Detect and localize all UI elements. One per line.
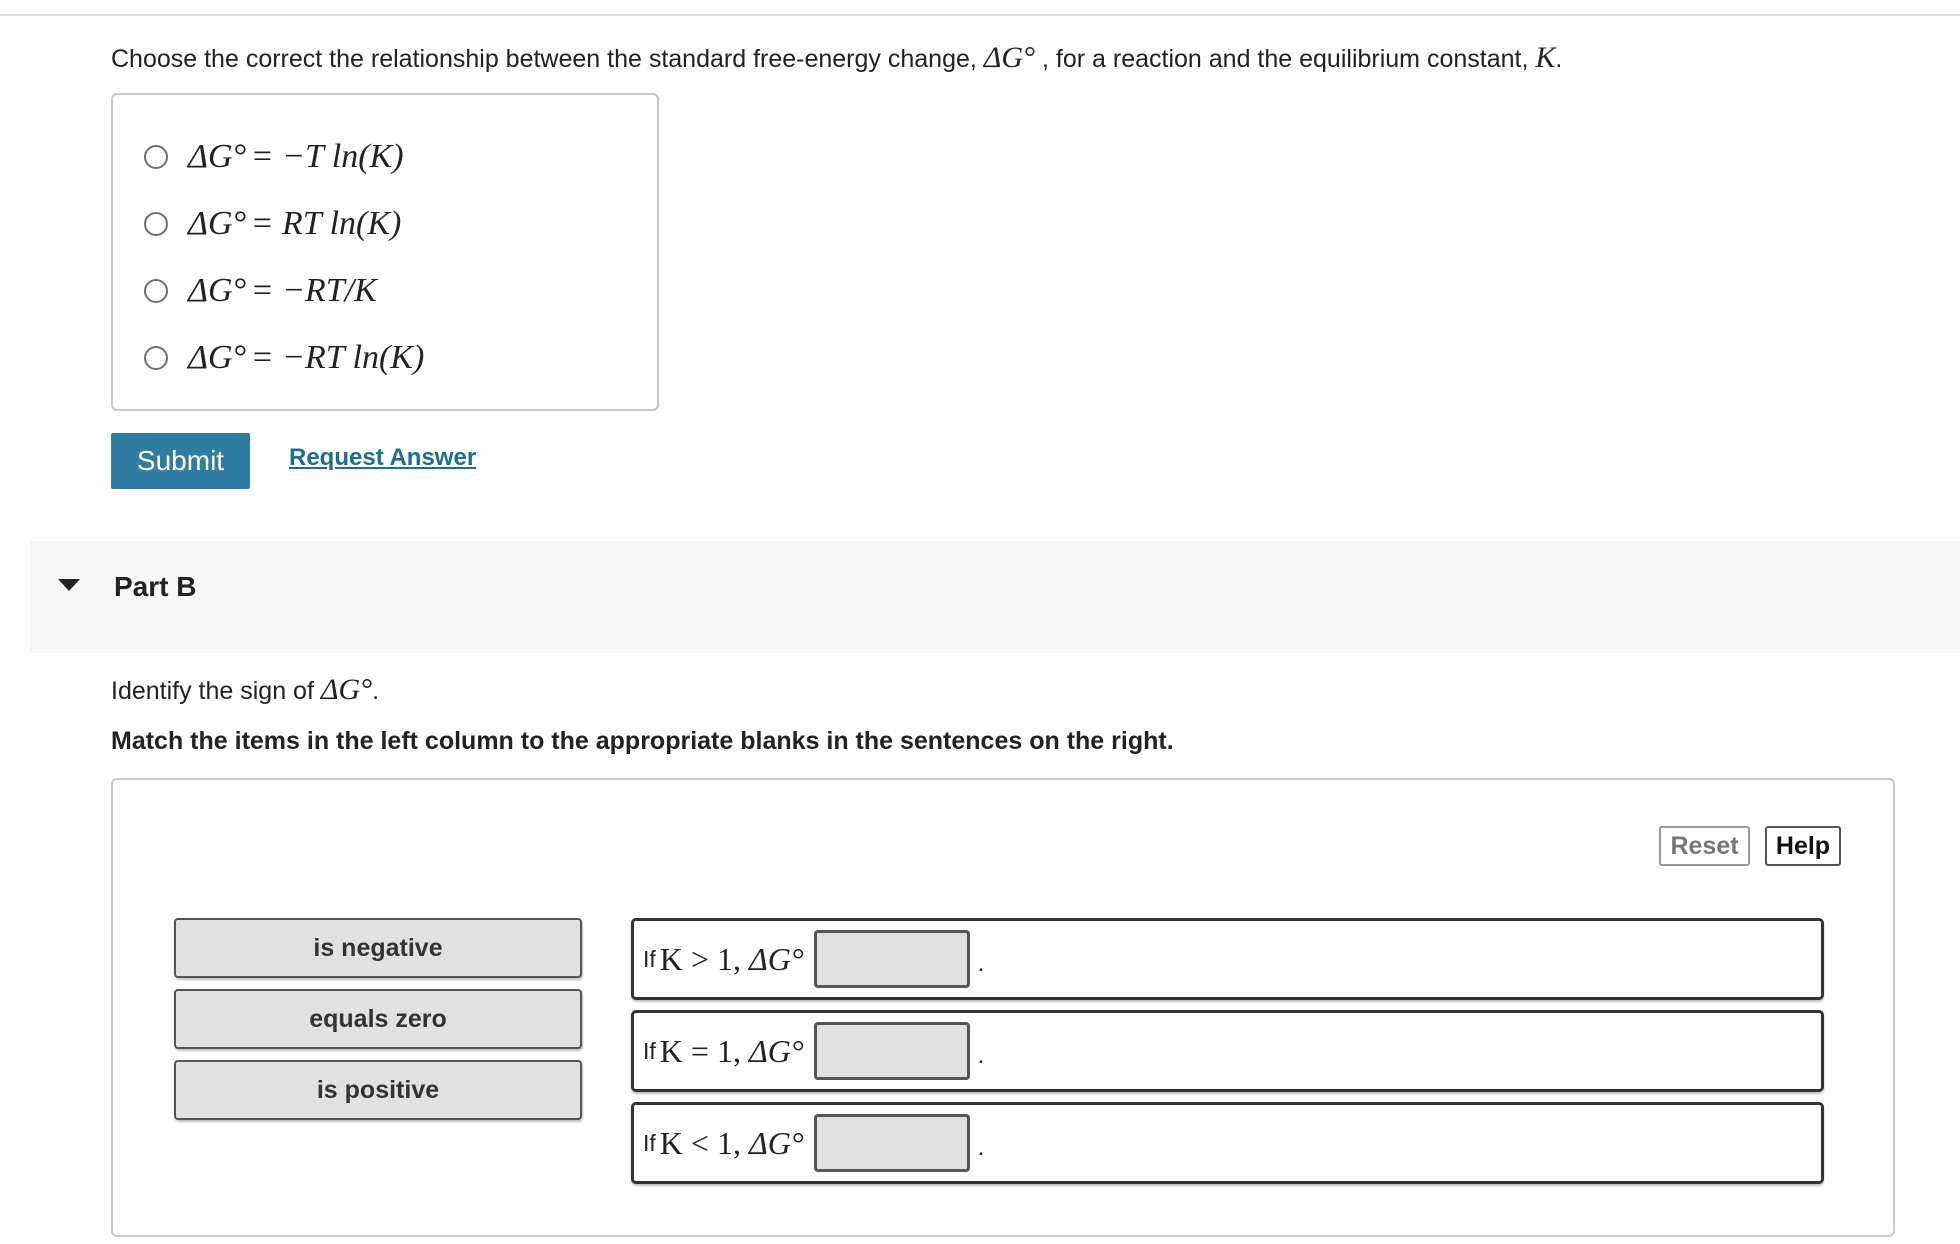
choice-lhs: ΔG°	[188, 338, 247, 376]
drop-target[interactable]	[814, 930, 970, 988]
delta-g-symbol: ΔG°	[748, 1124, 804, 1161]
sentence-expression	[660, 941, 804, 978]
k-symbol: K	[1535, 41, 1556, 74]
answer-choices	[111, 93, 659, 411]
chip-is-positive[interactable]: is positive	[174, 1060, 582, 1120]
choice-lhs: ΔG°	[188, 271, 247, 309]
choice-rhs: = −RT/K	[250, 271, 377, 309]
choice-lhs: ΔG°	[188, 137, 247, 175]
drop-target[interactable]	[814, 1022, 970, 1080]
drop-target[interactable]	[814, 1114, 970, 1172]
k-symbol: K	[659, 940, 683, 977]
choice-2[interactable]	[113, 190, 657, 257]
delta-g-symbol: ΔG°	[748, 1032, 804, 1069]
choice-1[interactable]	[113, 123, 657, 190]
identify-text: Identify the sign of	[111, 677, 314, 705]
choice-4[interactable]	[113, 324, 657, 391]
radio-button[interactable]	[144, 346, 168, 370]
sentence-expression	[660, 1033, 804, 1070]
choice-lhs: ΔG°	[188, 204, 247, 242]
question-text: Choose the correct the relationship between the standard free-energy change,	[111, 45, 977, 73]
delta-g-symbol: ΔG°	[320, 673, 373, 706]
request-answer-link[interactable]: Request Answer	[289, 444, 477, 471]
sentence-prefix: If	[643, 1129, 656, 1156]
sentence-end: .	[977, 950, 985, 977]
submit-button[interactable]: Submit	[111, 433, 250, 489]
chip-equals-zero[interactable]: equals zero	[174, 989, 582, 1049]
instructions: Match the items in the left column to the appropriate blanks in the sentences on the right.	[111, 727, 1174, 755]
k-symbol: K	[659, 1124, 683, 1161]
relation: > 1,	[682, 940, 749, 977]
sentence-row	[631, 1010, 1824, 1092]
radio-button[interactable]	[144, 212, 168, 236]
delta-g-symbol: ΔG°	[748, 940, 804, 977]
question-end: .	[1555, 45, 1563, 73]
caret-down-icon[interactable]	[58, 579, 80, 591]
help-button[interactable]: Help	[1765, 826, 1841, 866]
sentence-row	[631, 918, 1824, 1000]
choice-rhs: = −RT ln(K)	[250, 338, 425, 376]
sentence-row	[631, 1102, 1824, 1184]
part-a-question	[111, 38, 1562, 79]
top-divider	[0, 14, 1960, 16]
choice-rhs: = RT ln(K)	[250, 204, 402, 242]
sentence-prefix: If	[643, 945, 656, 972]
radio-button[interactable]	[144, 279, 168, 303]
chip-is-negative[interactable]: is negative	[174, 918, 582, 978]
identify-end: .	[372, 677, 380, 705]
part-b-prompt	[111, 670, 379, 711]
sentence-end: .	[977, 1134, 985, 1161]
choice-3[interactable]	[113, 257, 657, 324]
reset-button[interactable]: Reset	[1659, 826, 1750, 866]
part-b-header[interactable]	[30, 541, 1960, 653]
radio-button[interactable]	[144, 145, 168, 169]
part-b-title: Part B	[114, 571, 197, 602]
relation: < 1,	[682, 1124, 749, 1161]
sentence-expression	[660, 1125, 804, 1162]
k-symbol: K	[659, 1032, 683, 1069]
choice-rhs: = −T ln(K)	[250, 137, 404, 175]
sentence-prefix: If	[643, 1037, 656, 1064]
relation: = 1,	[682, 1032, 749, 1069]
matching-board	[111, 778, 1895, 1237]
delta-g-symbol: ΔG°	[983, 41, 1036, 74]
question-text-middle: , for a reaction and the equilibrium constant,	[1042, 45, 1529, 73]
sentence-end: .	[977, 1042, 985, 1069]
